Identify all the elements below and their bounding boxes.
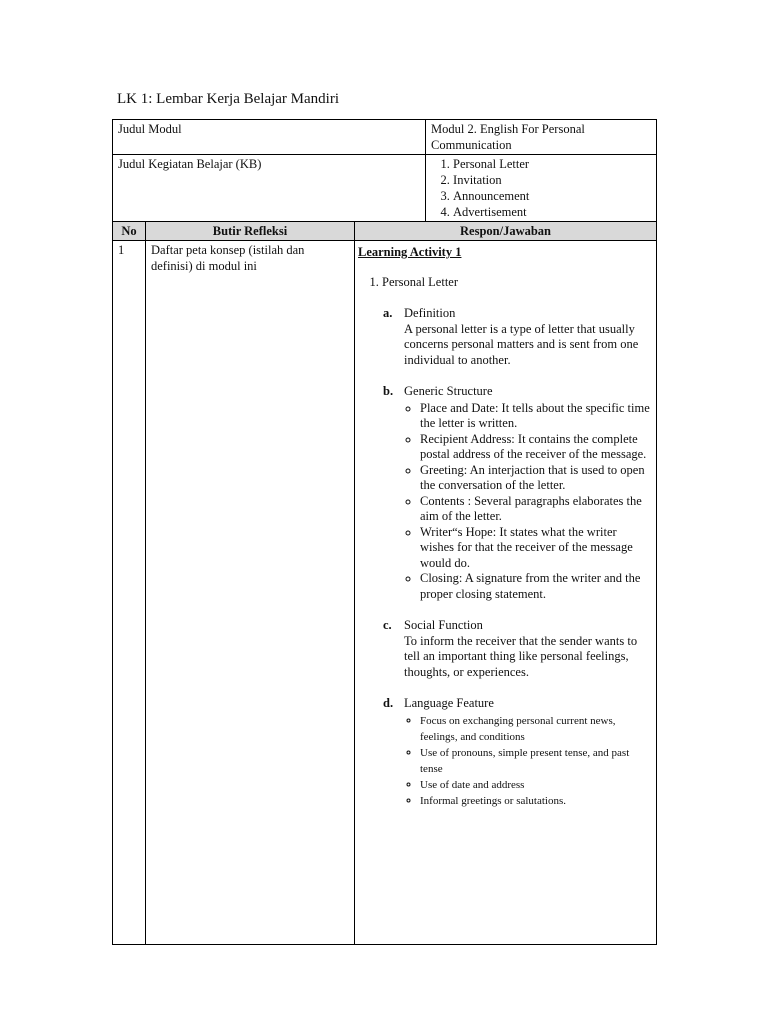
subsection-list <box>358 306 653 809</box>
module-value: Modul 2. English For Personal Communication <box>431 122 585 152</box>
list-item: ◦ Use of pronouns, simple present tense, and past tense <box>420 745 653 777</box>
social-function-block: c. Social Function To inform the receiver that the sender wants to tell an important thing like personal feelings, thoughts, or experiences. <box>383 618 653 680</box>
kb-row <box>113 155 657 222</box>
kb-item: 1. Personal Letter <box>453 156 651 172</box>
module-value-cell <box>426 120 657 155</box>
list-item: ◦ Use of date and address <box>420 777 653 793</box>
row-no: 1 <box>113 241 146 945</box>
module-label-cell <box>113 120 426 155</box>
definition-text: A personal letter is a type of letter that usually concerns personal matters and is sent from one individual to another. <box>404 321 639 367</box>
kb-label: Judul Kegiatan Belajar (KB) <box>118 157 262 171</box>
kb-label-cell <box>113 155 426 222</box>
generic-title: Generic Structure <box>404 384 493 398</box>
section-title: 1. Personal Letter <box>382 274 653 290</box>
list-item: ◦ Informal greetings or salutations. <box>420 793 653 809</box>
module-label: Judul Modul <box>118 122 182 136</box>
list-item: ◦ Focus on exchanging personal current news, feelings, and conditions <box>420 713 653 745</box>
row-response <box>355 241 657 945</box>
language-list <box>404 713 653 809</box>
module-row <box>113 120 657 155</box>
list-item: ◦ Writer“s Hope: It states what the writer wishes for that the receiver of the message would do. <box>420 525 653 572</box>
list-item: ◦ Place and Date: It tells about the specific time the letter is written. <box>420 401 653 432</box>
generic-list <box>404 401 653 603</box>
social-text: To inform the receiver that the sender wants to tell an important thing like personal feelings, thoughts, or experiences. <box>404 633 638 679</box>
row-butir: Daftar peta konsep (istilah dan definisi) di modul ini <box>146 241 355 945</box>
kb-list <box>431 156 651 220</box>
generic-structure-block: b. Generic Structure ◦ Place and Date: It tells about the specific time the letter is written. ◦ Recipient Address: It contains the complete postal address of the receiver of the message. ◦ Greeting: An interjaction that is used to open the conversation of the letter. ◦ Contents : Several paragraphs elaborates the aim of the letter. ◦ Writer“s Hope: It states what the writer wishes for that the receiver of the message would do. ◦ Closing: A signature from the writer and the proper closing statement. <box>383 384 653 602</box>
header-row <box>113 222 657 241</box>
language-feature-block: d. Language Feature ◦ Focus on exchanging personal current news, feelings, and conditions ◦ Use of pronouns, simple present tense, and past tense ◦ Use of date and address ◦ Informal greetings or salutations. <box>383 696 653 809</box>
list-item: ◦ Closing: A signature from the writer and the proper closing statement. <box>420 571 653 602</box>
table-row <box>113 241 657 945</box>
social-title: Social Function <box>404 618 483 632</box>
list-item: ◦ Greeting: An interjaction that is used to open the conversation of the letter. <box>420 463 653 494</box>
kb-item: 2. Invitation <box>453 172 651 188</box>
header-respon: Respon/Jawaban <box>355 222 657 241</box>
list-item: ◦ Recipient Address: It contains the complete postal address of the receiver of the message. <box>420 432 653 463</box>
kb-item: 3. Announcement <box>453 188 651 204</box>
header-butir: Butir Refleksi <box>146 222 355 241</box>
activity-title: Learning Activity 1 <box>358 245 462 259</box>
kb-item: 4. Advertisement <box>453 204 651 220</box>
definition-block: a. Definition A personal letter is a type of letter that usually concerns personal matters and is sent from one individual to another. <box>383 306 653 368</box>
worksheet-table <box>112 119 657 945</box>
page-title: LK 1: Lembar Kerja Belajar Mandiri <box>117 91 339 107</box>
section-list <box>358 274 653 290</box>
list-item: ◦ Contents : Several paragraphs elaborates the aim of the letter. <box>420 494 653 525</box>
definition-title: Definition <box>404 306 456 320</box>
kb-list-cell <box>426 155 657 222</box>
header-no: No <box>113 222 146 241</box>
language-title: Language Feature <box>404 696 494 710</box>
